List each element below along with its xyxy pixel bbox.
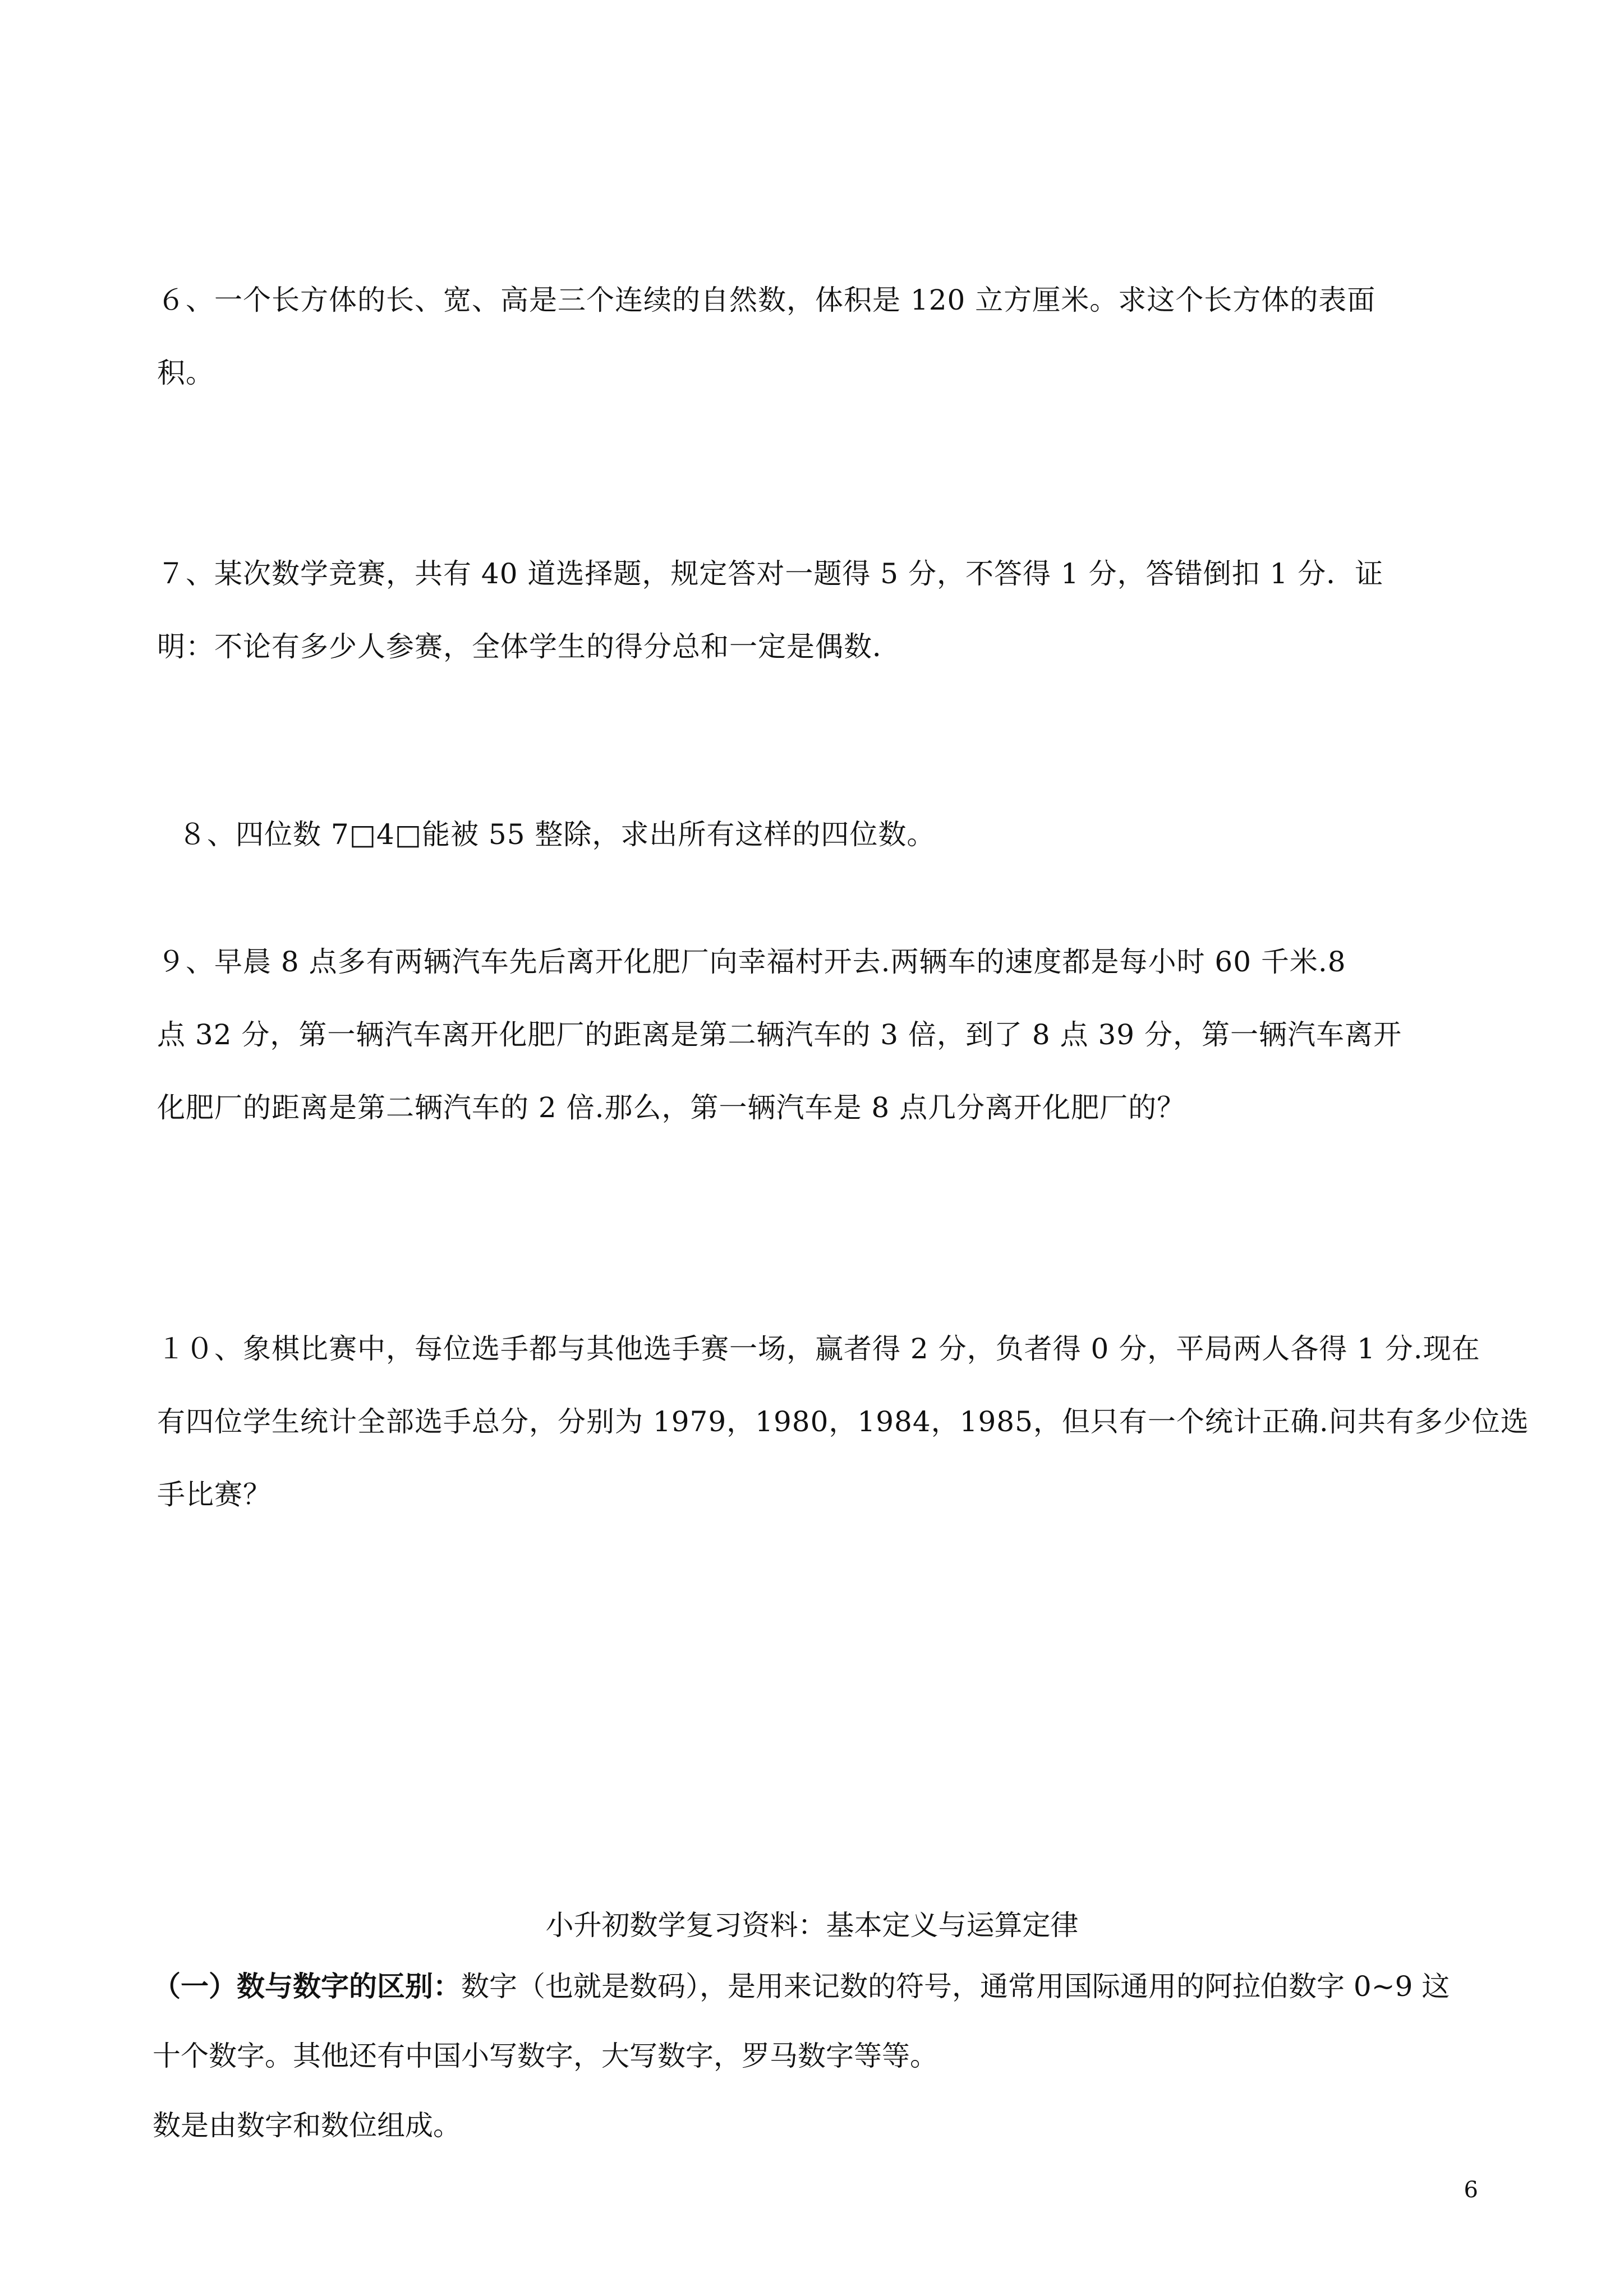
problem-6-line-1: ６、一个长方体的长、宽、高是三个连续的自然数，体积是 120 立方厘米。求这个长方体的表面 — [157, 284, 1376, 316]
problem-7-line-2: 明：不论有多少人参赛，全体学生的得分总和一定是偶数． — [157, 630, 901, 663]
problem-10 — [157, 1312, 1529, 1531]
problem-9-line-1: ９、早晨 8 点多有两辆汽车先后离开化肥厂向幸福村开去.两辆车的速度都是每小时 60 千米.8 — [157, 946, 1346, 978]
definition-paragraph — [153, 1952, 1482, 2160]
paragraph-line-1 — [153, 1952, 1482, 2021]
problem-7 — [157, 537, 1475, 683]
problem-9-line-2: 点 32 分，第一辆汽车离开化肥厂的距离是第二辆汽车的 3 倍，到了 8 点 39 分，第一辆汽车离开 — [157, 1018, 1402, 1051]
problem-9-line-3: 化肥厂的距离是第二辆汽车的 2 倍.那么，第一辆汽车是 8 点几分离开化肥厂的？ — [157, 1091, 1186, 1124]
problem-7-line-1: ７、某次数学竞赛，共有 40 道选择题，规定答对一题得 5 分，不答得 1 分，答错倒扣 1 分．证 — [157, 557, 1384, 590]
paragraph-line-3: 数是由数字和数位组成。 — [153, 2109, 461, 2142]
problem-10-line-1: １０、象棋比赛中，每位选手都与其他选手赛一场，赢者得 2 分，负者得 0 分，平局两人各得 1 分.现在 — [157, 1333, 1480, 1365]
problem-8-line-1: ８、四位数 7□4□能被 55 整除，求出所有这样的四位数。 — [178, 818, 936, 851]
problem-9 — [157, 925, 1475, 1144]
paragraph-heading: （一）数与数字的区别： — [153, 1970, 461, 2003]
section-title: 小升初数学复习资料：基本定义与运算定律 — [545, 1909, 1079, 1942]
problem-10-line-2: 有四位学生统计全部选手总分，分别为 1979，1980，1984，1985，但只有一个统计正确.问共有多少位选 — [157, 1405, 1529, 1438]
problem-10-line-3: 手比赛？ — [157, 1478, 272, 1511]
paragraph-line-2: 十个数字。其他还有中国小写数字，大写数字，罗马数字等等。 — [153, 2040, 938, 2072]
problem-8 — [178, 798, 1497, 871]
problem-6 — [157, 264, 1475, 409]
paragraph-line-1-text: 数字（也就是数码），是用来记数的符号，通常用国际通用的阿拉伯数字 0~9 这 — [461, 1970, 1450, 2003]
page-number: 6 — [1464, 2177, 1478, 2203]
problem-6-line-2: 积。 — [157, 357, 214, 389]
